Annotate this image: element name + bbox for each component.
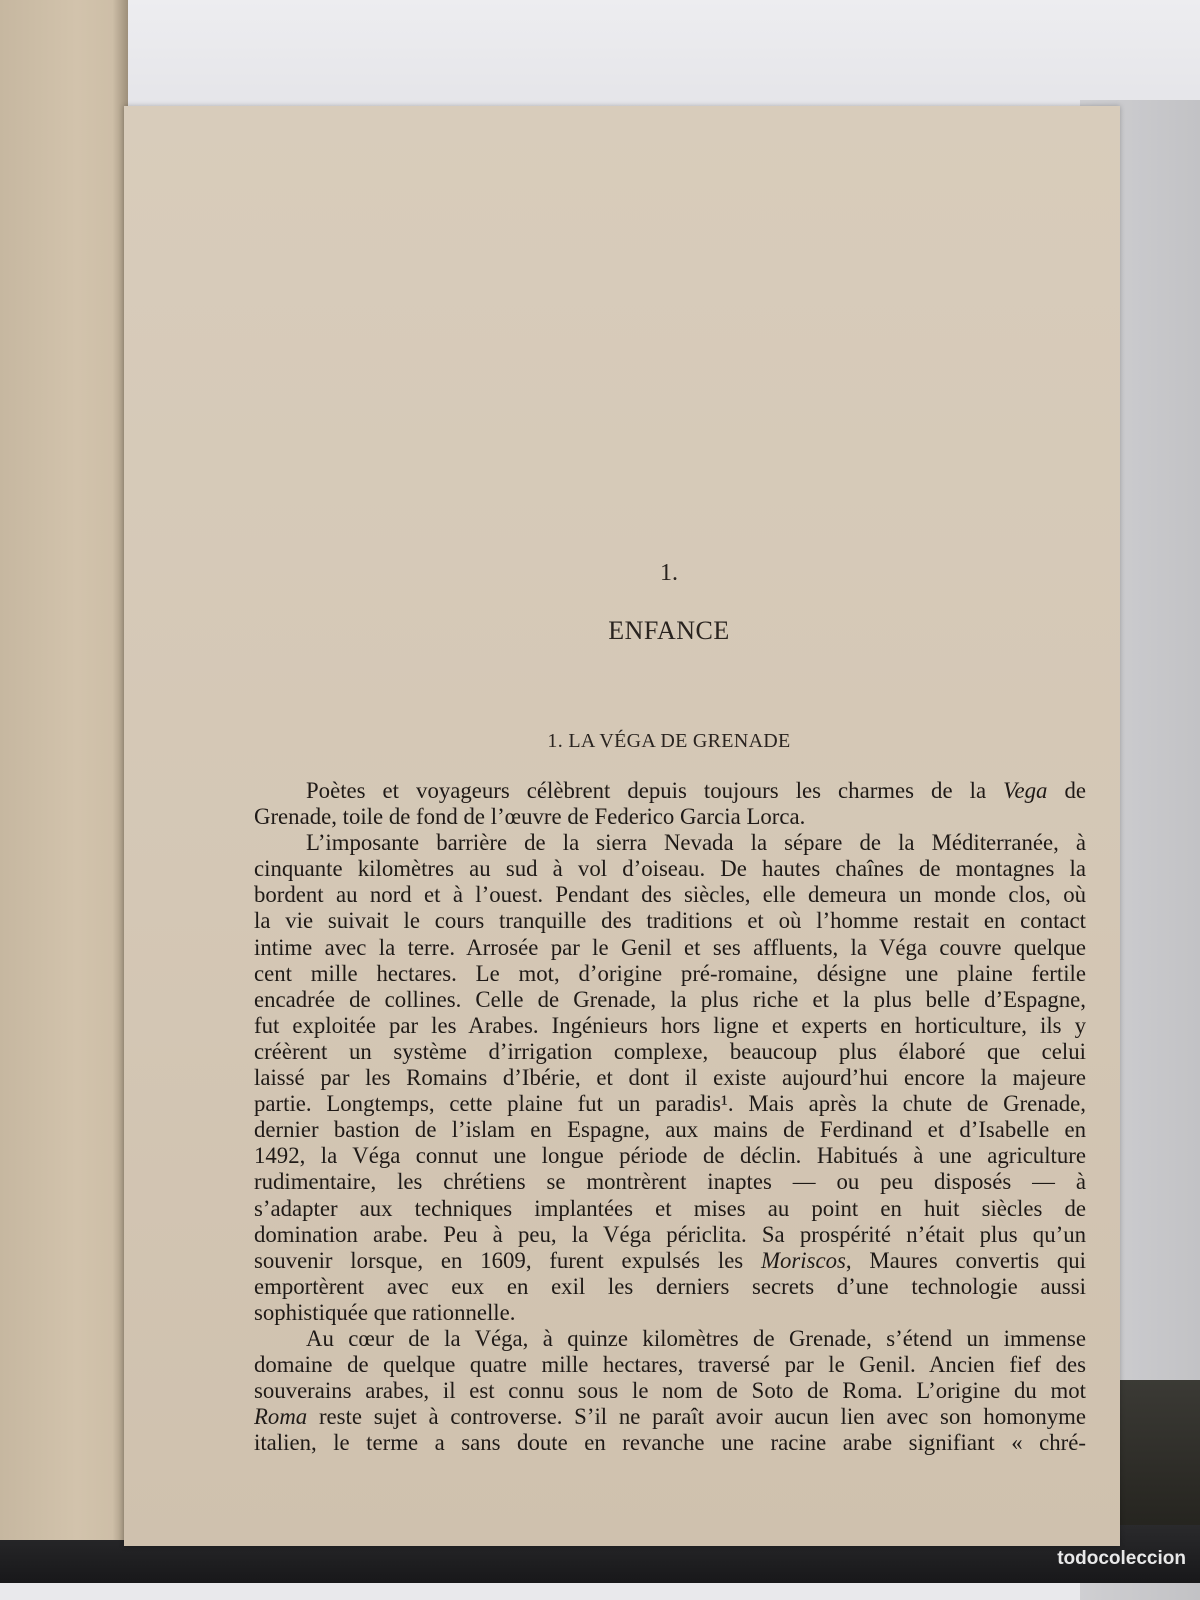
text-line: dernier bastion de l’islam en Espagne, aux mains de Ferdinand et d’Isabelle en <box>254 1117 1086 1143</box>
text-line: souverains arabes, il est connu sous le nom de Soto de Roma. L’origine du mot <box>254 1378 1086 1404</box>
text-line: cinquante kilomètres au sud à vol d’oiseau. De hautes chaînes de montagnes la <box>254 856 1086 882</box>
facing-page <box>0 0 128 1540</box>
text-line: L’imposante barrière de la sierra Nevada la sépare de la Méditerranée, à <box>306 830 1086 856</box>
text-line: fut exploitée par les Arabes. Ingénieurs hors ligne et experts en horticulture, ils y <box>254 1012 1086 1038</box>
text-line: Roma reste sujet à controverse. S’il ne paraît avoir aucun lien avec son homonyme <box>254 1404 1086 1430</box>
text-line: Poètes et voyageurs célèbrent depuis toujours les charmes de la Vega de <box>306 778 1086 803</box>
text-line: s’adapter aux techniques implantées et mises au point en huit siècles de <box>254 1195 1086 1221</box>
text-line: Grenade, toile de fond de l’œuvre de Federico Garcia Lorca. <box>254 804 806 830</box>
text-line: cent mille hectares. Le mot, d’origine pré-romaine, désigne une plaine fertile <box>254 960 1086 986</box>
chapter-number: 1. <box>660 560 678 586</box>
text-line: souvenir lorsque, en 1609, furent expulsés les Moriscos, Maures convertis qui <box>254 1247 1086 1273</box>
text-line: 1492, la Véga connut une longue période de déclin. Habitués à une agriculture <box>254 1143 1086 1169</box>
text-line: bordent au nord et à l’ouest. Pendant des siècles, elle demeura un monde clos, où <box>254 882 1086 908</box>
text-line: laissé par les Romains d’Ibérie, et dont il existe aujourd’hui encore la majeure <box>254 1065 1086 1091</box>
text-line: domination arabe. Peu à peu, la Véga périclita. Sa prospérité n’était plus qu’un <box>254 1221 1086 1247</box>
text-line: partie. Longtemps, cette plaine fut un paradis¹. Mais après la chute de Grenade, <box>254 1091 1086 1117</box>
book-page <box>124 106 1120 1546</box>
text-line: encadrée de collines. Celle de Grenade, la plus riche et la plus belle d’Espagne, <box>254 986 1086 1012</box>
body-text <box>254 778 1086 1456</box>
watermark: todocoleccion <box>1057 1548 1186 1569</box>
section-title: 1. LA VÉGA DE GRENADE <box>547 730 791 752</box>
text-line: rudimentaire, les chrétiens se montrèrent inaptes — ou peu disposés — à <box>254 1169 1086 1195</box>
text-line: la vie suivait le cours tranquille des traditions et où l’homme restait en contact <box>254 908 1086 934</box>
text-line: italien, le terme a sans doute en revanche une racine arabe signifiant « chré- <box>254 1430 1086 1456</box>
text-line: sophistiquée que rationnelle. <box>254 1299 516 1325</box>
text-line: domaine de quelque quatre mille hectares, traversé par le Genil. Ancien fief des <box>254 1352 1086 1378</box>
text-line: intime avec la terre. Arrosée par le Genil et ses affluents, la Véga couvre quelque <box>254 934 1086 960</box>
text-line: Au cœur de la Véga, à quinze kilomètres de Grenade, s’étend un immense <box>306 1325 1086 1351</box>
chapter-title: ENFANCE <box>608 616 730 645</box>
text-line: créèrent un système d’irrigation complexe, beaucoup plus élaboré que celui <box>254 1038 1086 1064</box>
text-line: emportèrent avec eux en exil les derniers secrets d’une technologie aussi <box>254 1273 1086 1299</box>
background-object <box>1118 1380 1200 1530</box>
background-wall <box>0 0 1200 120</box>
